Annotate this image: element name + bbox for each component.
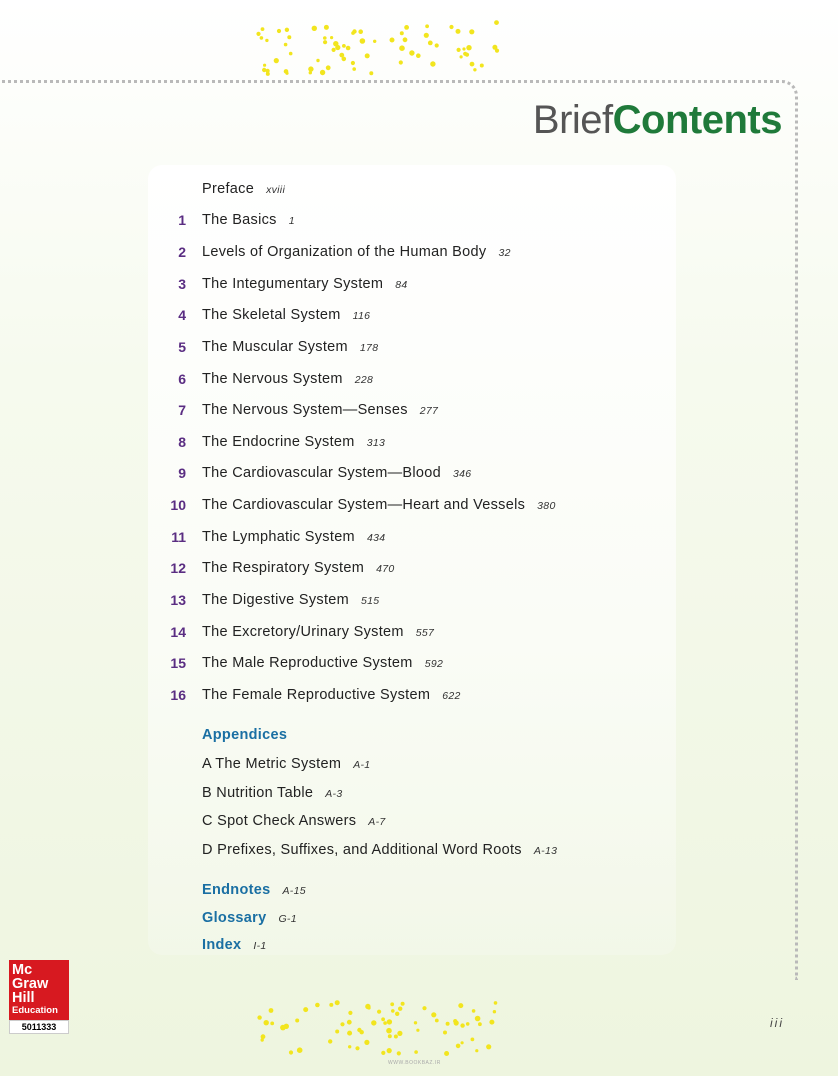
chapter-entry-10[interactable] xyxy=(0,497,640,517)
entry-page: 380 xyxy=(537,500,556,512)
decorative-dot xyxy=(284,1024,289,1029)
decorative-dot xyxy=(493,1010,496,1013)
decorative-dot xyxy=(284,69,289,74)
decorative-dot xyxy=(397,1051,401,1055)
decorative-dot xyxy=(348,1011,352,1015)
decorative-dot xyxy=(430,61,435,66)
entry-title: The Digestive System xyxy=(202,592,350,608)
decorative-dot xyxy=(387,1048,392,1053)
entry-page: A-15 xyxy=(282,885,306,897)
chapter-entry-15[interactable] xyxy=(0,655,640,675)
decorative-dot xyxy=(386,1028,392,1034)
decorative-dot xyxy=(297,1047,303,1053)
logo-line-2: Graw xyxy=(12,976,49,992)
decorative-dot xyxy=(388,1034,392,1038)
entry-page: 622 xyxy=(442,690,461,702)
decorative-dot xyxy=(416,1029,419,1032)
decorative-dot xyxy=(274,58,279,63)
appendix-entry-3[interactable] xyxy=(0,842,640,862)
chapter-entry-1[interactable] xyxy=(0,212,640,232)
decorative-dot xyxy=(449,25,453,29)
decorative-dot xyxy=(365,53,370,58)
decorative-dot xyxy=(335,1030,339,1034)
decorative-dot xyxy=(364,1040,369,1045)
decorative-dot xyxy=(369,71,373,75)
decorative-dot xyxy=(373,40,376,43)
entry-title: The Excretory/Urinary System xyxy=(202,624,404,640)
decorative-dot xyxy=(486,1044,491,1049)
entry-title: The Cardiovascular System—Blood xyxy=(202,465,441,481)
entry-page: G-1 xyxy=(278,913,297,925)
decorative-dot xyxy=(285,28,289,32)
decorative-dot xyxy=(435,1019,439,1023)
entry-title: The Nervous System xyxy=(202,371,343,387)
chapter-entry-8[interactable] xyxy=(0,434,640,454)
entry-page: 1 xyxy=(288,215,295,227)
decorative-dot xyxy=(387,1019,392,1024)
decorative-dot xyxy=(355,1046,359,1050)
decorative-dot xyxy=(352,67,356,71)
chapter-number: 11 xyxy=(171,529,186,545)
decorative-dot xyxy=(328,1039,332,1043)
entry-title: The Basics xyxy=(202,212,277,228)
chapter-number: 8 xyxy=(178,434,186,450)
chapter-entry-2[interactable] xyxy=(0,244,640,264)
decorative-dot xyxy=(489,1020,494,1025)
top-dot-pattern xyxy=(250,18,510,78)
decorative-dot xyxy=(347,1031,352,1036)
decorative-dot xyxy=(400,31,404,35)
decorative-dot xyxy=(295,1019,299,1023)
bottom-dot-pattern xyxy=(250,998,510,1058)
logo-line-4: Education xyxy=(12,1005,58,1016)
decorative-dot xyxy=(269,1008,274,1013)
entry-title: The Integumentary System xyxy=(202,276,384,292)
decorative-dot xyxy=(351,31,355,35)
entry-title: C Spot Check Answers xyxy=(202,813,357,829)
decorative-dot xyxy=(377,1010,381,1014)
logo-line-3: Hill xyxy=(12,990,35,1006)
decorative-dot xyxy=(475,1049,478,1052)
entry-title: The Male Reproductive System xyxy=(202,655,413,671)
decorative-dot xyxy=(262,68,266,72)
decorative-dot xyxy=(480,64,484,68)
chapter-entry-6[interactable] xyxy=(0,371,640,391)
decorative-dot xyxy=(391,1009,395,1013)
decorative-dot xyxy=(381,1051,385,1055)
decorative-dot xyxy=(401,1002,405,1006)
entry-title: Appendices xyxy=(202,727,288,743)
decorative-dot xyxy=(383,1021,387,1025)
decorative-dot xyxy=(329,1003,333,1007)
decorative-dot xyxy=(414,1050,418,1054)
decorative-dot xyxy=(339,53,344,58)
preface-page: xviii xyxy=(266,184,286,196)
entry-page: 313 xyxy=(366,437,386,449)
entry-page: A-1 xyxy=(353,759,371,771)
decorative-dot xyxy=(395,1012,399,1016)
chapter-number: 13 xyxy=(170,592,186,608)
decorative-dot xyxy=(315,1003,320,1008)
entry-page: 592 xyxy=(424,658,444,670)
entry-page: I-1 xyxy=(253,940,267,952)
entry-title: The Nervous System—Senses xyxy=(202,402,408,418)
entry-title: The Female Reproductive System xyxy=(202,687,431,703)
decorative-dot xyxy=(465,53,469,57)
chapter-number: 15 xyxy=(170,655,186,671)
entry-page: 116 xyxy=(352,310,371,322)
preface-entry[interactable] xyxy=(0,181,640,201)
back-matter-index[interactable] xyxy=(0,937,640,957)
decorative-dot xyxy=(351,61,355,65)
decorative-dot xyxy=(444,1051,449,1056)
entry-title: The Respiratory System xyxy=(202,560,365,576)
decorative-dot xyxy=(403,37,408,42)
decorative-dot xyxy=(460,1023,464,1027)
entry-page: A-13 xyxy=(533,845,558,857)
chapter-entry-14[interactable] xyxy=(0,624,640,644)
decorative-dot xyxy=(435,43,439,47)
decorative-dot xyxy=(494,20,499,25)
decorative-dot xyxy=(414,1021,417,1024)
appendix-entry-0[interactable] xyxy=(0,756,640,776)
entry-page: 346 xyxy=(452,468,472,480)
chapter-number: 12 xyxy=(170,560,186,576)
entry-page: 228 xyxy=(354,374,374,386)
decorative-dot xyxy=(287,35,291,39)
decorative-dot xyxy=(367,1006,370,1009)
chapter-number: 14 xyxy=(170,624,186,640)
entry-title: Endnotes xyxy=(202,882,271,898)
decorative-dot xyxy=(346,46,351,51)
chapter-number: 1 xyxy=(178,212,186,228)
decorative-dot xyxy=(256,32,260,36)
decorative-dot xyxy=(471,1038,475,1042)
entry-page: A-7 xyxy=(368,816,386,828)
chapter-entry-11[interactable] xyxy=(0,529,640,549)
back-matter-endnotes[interactable] xyxy=(0,882,640,902)
decorative-dot xyxy=(330,36,333,39)
decorative-dot xyxy=(390,1002,394,1006)
decorative-dot xyxy=(470,62,475,67)
decorative-dot xyxy=(324,25,329,30)
chapter-number: 9 xyxy=(178,465,186,481)
chapter-number: 4 xyxy=(178,307,186,323)
entry-page: 32 xyxy=(498,247,511,259)
logo-code: 5011333 xyxy=(9,1020,69,1034)
entry-title: Levels of Organization of the Human Body xyxy=(202,244,487,260)
decorative-dot xyxy=(257,1015,261,1019)
decorative-dot xyxy=(478,1022,482,1026)
decorative-dot xyxy=(404,25,409,30)
entry-page: 277 xyxy=(419,405,439,417)
entry-title: Index xyxy=(202,937,242,953)
decorative-dot xyxy=(358,29,363,34)
decorative-dot xyxy=(284,43,288,47)
decorative-dot xyxy=(347,1020,352,1025)
decorative-dot xyxy=(289,52,293,56)
appendices-heading[interactable] xyxy=(0,727,640,747)
title-word-brief: Brief xyxy=(532,98,613,142)
decorative-dot xyxy=(466,1022,470,1026)
decorative-dot xyxy=(466,45,471,50)
logo-line-1: Mc xyxy=(12,962,33,978)
page-title xyxy=(533,98,782,143)
entry-page: 515 xyxy=(361,595,380,607)
chapter-number: 2 xyxy=(178,244,186,260)
decorative-dot xyxy=(424,33,429,38)
decorative-dot xyxy=(309,71,312,74)
chapter-entry-13[interactable] xyxy=(0,592,640,612)
decorative-dot xyxy=(494,1001,498,1005)
decorative-dot xyxy=(360,38,366,44)
chapter-entry-4[interactable] xyxy=(0,307,640,327)
entry-page: 84 xyxy=(395,279,408,291)
entry-page: 470 xyxy=(376,563,395,575)
decorative-dot xyxy=(303,1007,308,1012)
decorative-dot xyxy=(422,1006,426,1010)
entry-title: The Cardiovascular System—Heart and Vessels xyxy=(202,497,526,513)
decorative-dot xyxy=(443,1031,447,1035)
decorative-dot xyxy=(342,44,346,48)
decorative-dot xyxy=(460,55,463,58)
entry-title: A The Metric System xyxy=(202,756,342,772)
page-number: iii xyxy=(770,1016,784,1030)
decorative-dot xyxy=(326,65,331,70)
decorative-dot xyxy=(431,1012,436,1017)
decorative-dot xyxy=(316,59,319,62)
decorative-dot xyxy=(360,1030,364,1034)
decorative-dot xyxy=(261,1034,266,1039)
chapter-number: 3 xyxy=(178,276,186,292)
chapter-number: 16 xyxy=(170,687,186,703)
decorative-dot xyxy=(289,1050,293,1054)
decorative-dot xyxy=(495,49,499,53)
decorative-dot xyxy=(398,1007,402,1011)
decorative-dot xyxy=(390,38,395,43)
decorative-dot xyxy=(399,45,405,51)
chapter-entry-16[interactable] xyxy=(0,687,640,707)
decorative-dot xyxy=(263,64,266,67)
decorative-dot xyxy=(261,27,265,31)
decorative-dot xyxy=(335,1000,340,1005)
decorative-dot xyxy=(456,1044,461,1049)
entry-title: Glossary xyxy=(202,910,267,926)
decorative-dot xyxy=(475,1016,481,1022)
appendix-entry-1[interactable] xyxy=(0,785,640,805)
chapter-entry-9[interactable] xyxy=(0,465,640,485)
decorative-dot xyxy=(265,39,268,42)
decorative-dot xyxy=(461,1041,464,1044)
decorative-dot xyxy=(381,1017,385,1021)
decorative-dot xyxy=(457,48,461,52)
decorative-dot xyxy=(453,1019,457,1023)
decorative-dot xyxy=(409,50,414,55)
decorative-dot xyxy=(397,1031,402,1036)
decorative-dot xyxy=(394,1035,398,1039)
watermark: WWW.BOOKBAZ.IR xyxy=(388,1060,441,1066)
decorative-dot xyxy=(472,1009,476,1013)
entry-page: 178 xyxy=(359,342,379,354)
decorative-dot xyxy=(332,48,336,52)
decorative-dot xyxy=(462,47,465,50)
decorative-dot xyxy=(469,29,474,34)
publisher-logo xyxy=(9,960,69,1032)
decorative-dot xyxy=(425,24,429,28)
decorative-dot xyxy=(416,53,421,58)
entry-page: A-3 xyxy=(325,788,343,800)
chapter-entry-12[interactable] xyxy=(0,560,640,580)
entry-title: The Endocrine System xyxy=(202,434,355,450)
entry-title: The Skeletal System xyxy=(202,307,341,323)
decorative-dot xyxy=(320,70,325,75)
chapter-entry-3[interactable] xyxy=(0,276,640,296)
decorative-dot xyxy=(446,1022,450,1026)
entry-title: B Nutrition Table xyxy=(202,785,314,801)
decorative-dot xyxy=(308,66,313,71)
decorative-dot xyxy=(277,29,281,33)
title-word-contents: Contents xyxy=(612,98,782,142)
chapter-entry-7[interactable] xyxy=(0,402,640,422)
decorative-dot xyxy=(264,1020,269,1025)
decorative-dot xyxy=(323,36,327,40)
back-matter-glossary[interactable] xyxy=(0,910,640,930)
appendix-entry-2[interactable] xyxy=(0,813,640,833)
entry-title: The Lymphatic System xyxy=(202,529,355,545)
decorative-dot xyxy=(371,1020,376,1025)
entry-page: 434 xyxy=(366,532,386,544)
chapter-number: 6 xyxy=(178,371,186,387)
chapter-number: 10 xyxy=(170,497,186,513)
decorative-dot xyxy=(260,36,264,40)
chapter-entry-5[interactable] xyxy=(0,339,640,359)
decorative-dot xyxy=(428,41,433,46)
decorative-dot xyxy=(399,60,403,64)
decorative-dot xyxy=(323,40,327,44)
preface-label: Preface xyxy=(202,181,255,197)
entry-title: D Prefixes, Suffixes, and Additional Word Roots xyxy=(202,842,522,858)
decorative-dot xyxy=(333,41,338,46)
decorative-dot xyxy=(458,1003,463,1008)
chapter-number: 7 xyxy=(178,402,186,418)
decorative-dot xyxy=(456,29,461,34)
entry-page: 557 xyxy=(415,627,435,639)
decorative-dot xyxy=(348,1045,351,1048)
decorative-dot xyxy=(340,1022,344,1026)
decorative-dot xyxy=(270,1022,274,1026)
entry-title: The Muscular System xyxy=(202,339,348,355)
chapter-number: 5 xyxy=(178,339,186,355)
decorative-dot xyxy=(473,68,476,71)
decorative-dot xyxy=(312,26,317,31)
